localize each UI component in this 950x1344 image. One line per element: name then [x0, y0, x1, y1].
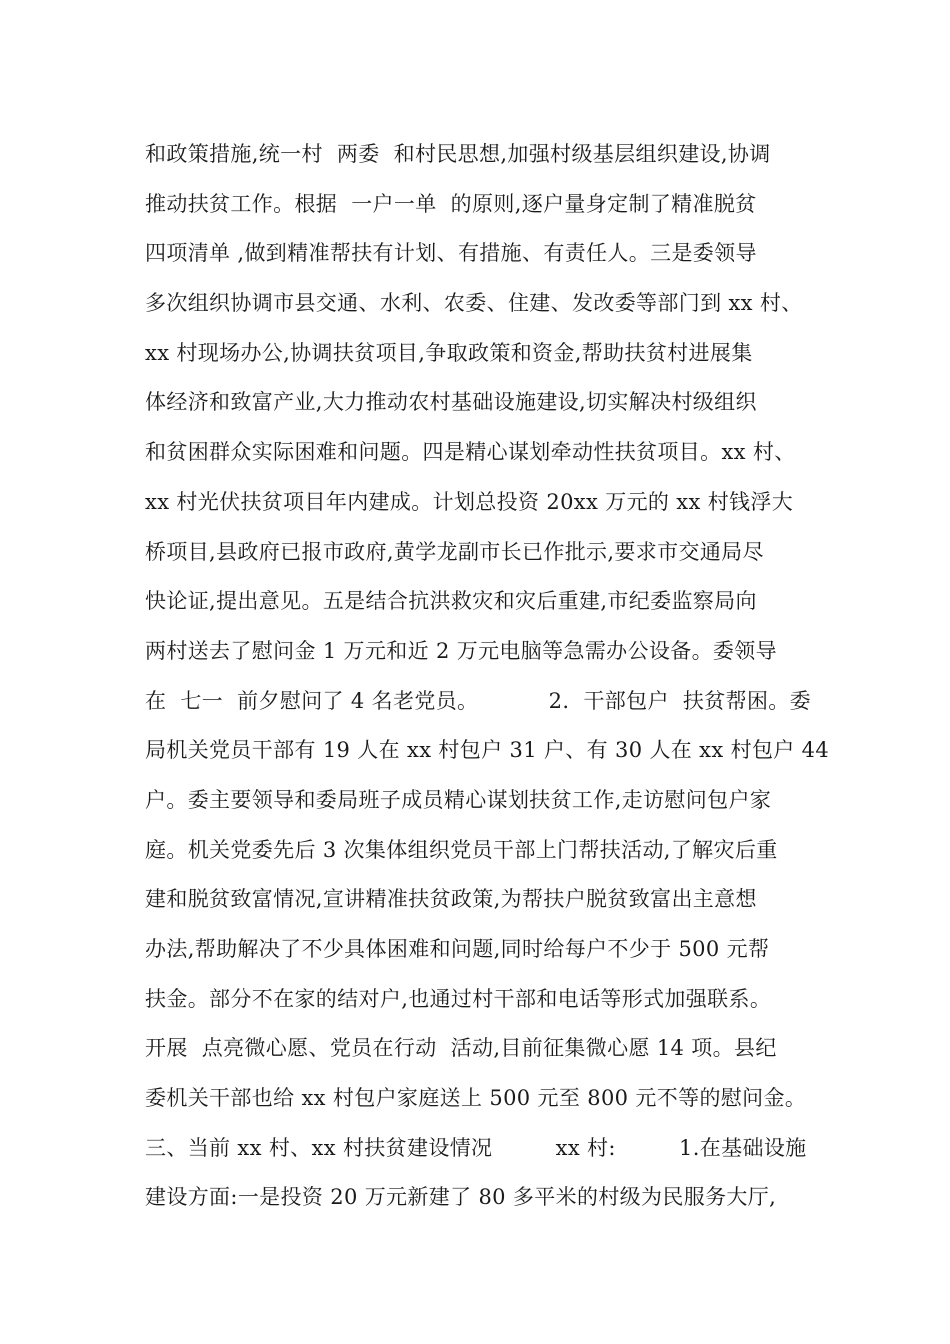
text-line: 和贫困群众实际困难和问题。四是精心谋划牵动性扶贫项目。xx 村、 — [145, 440, 796, 465]
text-line: 桥项目,县政府已报市政府,黄学龙副市长已作批示,要求市交通局尽 — [145, 539, 764, 564]
text-line: 庭。机关党委先后 3 次集体组织党员干部上门帮扶活动,了解灾后重 — [145, 837, 778, 862]
text-line: 办法,帮助解决了不少具体困难和问题,同时给每户不少于 500 元帮 — [145, 937, 770, 961]
text-line: 户。委主要领导和委局班子成员精心谋划扶贫工作,走访慰问包户家 — [145, 787, 772, 812]
text-line: 快论证,提出意见。五是结合抗洪救灾和灾后重建,市纪委监察局向 — [145, 589, 757, 614]
text-line: 局机关党员干部有 19 人在 xx 村包户 31 户、有 30 人在 xx 村包户 44 — [145, 738, 830, 763]
text-line: 体经济和致富产业,大力推动农村基础设施建设,切实解决村级组织 — [145, 390, 757, 415]
text-line: 建设方面:一是投资 20 万元新建了 80 多平米的村级为民服务大厅, — [145, 1185, 777, 1210]
text-line: xx 村现场办公,协调扶贫项目,争取政策和资金,帮助扶贫村进展集 — [145, 340, 753, 365]
text-line: 四项清单 ,做到精准帮扶有计划、有措施、有责任人。三是委领导 — [145, 241, 757, 266]
text-line: 推动扶贫工作。根据 一户一单 的原则,逐户量身定制了精准脱贫 — [145, 191, 757, 216]
text-line: 在 七一 前夕慰问了 4 名老党员。 2. 干部包户 扶贫帮困。委 — [145, 688, 812, 713]
text-line: 建和脱贫致富情况,宣讲精准扶贫政策,为帮扶户脱贫致富出主意想 — [145, 887, 757, 912]
text-line: 两村送去了慰问金 1 万元和近 2 万元电脑等急需办公设备。委领导 — [145, 638, 777, 663]
text-line: 开展 点亮微心愿、党员在行动 活动,目前征集微心愿 14 项。县纪 — [145, 1036, 777, 1061]
text-line: 和政策措施,统一村 两委 和村民思想,加强村级基层组织建设,协调 — [145, 142, 771, 166]
text-line: 扶金。部分不在家的结对户,也通过村干部和电话等形式加强联系。 — [145, 986, 772, 1011]
text-line: xx 村光伏扶贫项目年内建成。计划总投资 20xx 万元的 xx 村钱浮大 — [145, 489, 794, 514]
text-line: 多次组织协调市县交通、水利、农委、住建、发改委等部门到 xx 村、 — [145, 291, 803, 316]
text-line: 三、当前 xx 村、xx 村扶贫建设情况 xx 村: 1.在基础设施 — [145, 1135, 807, 1160]
text-line: 委机关干部也给 xx 村包户家庭送上 500 元至 800 元不等的慰问金。 — [145, 1086, 807, 1111]
document-body — [145, 130, 835, 1223]
